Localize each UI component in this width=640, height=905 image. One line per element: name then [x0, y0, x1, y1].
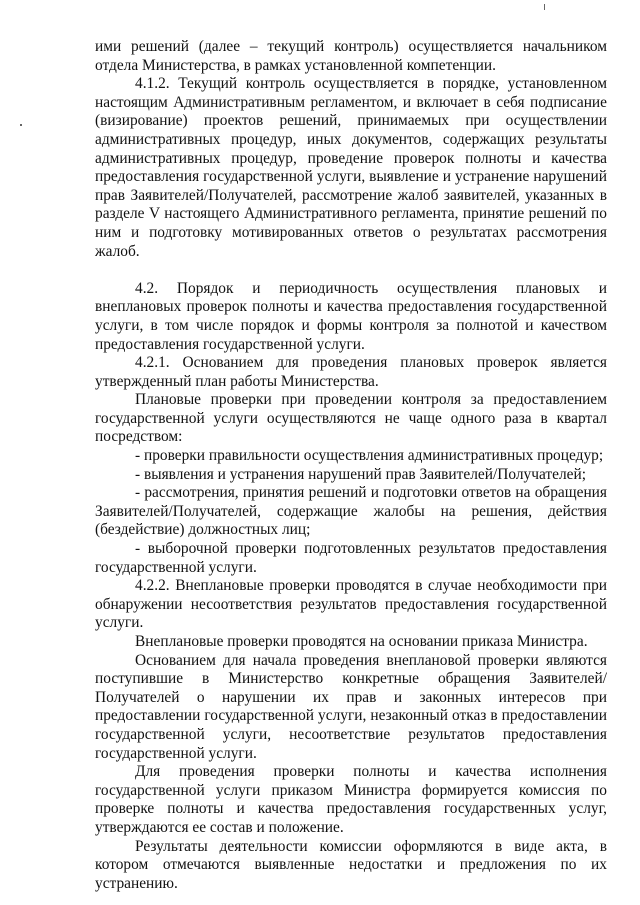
- paragraph: Результаты деятельности комиссии оформляются в виде акта, в котором отмечаются выявленные недостатки и предложения по их устранению.: [95, 837, 607, 892]
- list-item: - выборочной проверки подготовленных результатов предоставления государственной услуги.: [95, 540, 607, 576]
- paragraph: ими решений (далее – текущий контроль) осуществляется начальником отдела Министерства, в рамках установленной компетенции.: [95, 38, 607, 74]
- paragraph: Плановые проверки при проведении контроля за предоставлением государственной услуги осуществляются не чаще одного раза в квартал посредством:: [95, 391, 607, 446]
- paragraph: 4.2.1. Основанием для проведения плановых проверок является утвержденный план работы Министерства.: [95, 354, 607, 390]
- paragraph: 4.2.2. Внеплановые проверки проводятся в случае необходимости при обнаружении несоответствия результатов предоставления государственной услуги.: [95, 577, 607, 632]
- paragraph: Для проведения проверки полноты и качества исполнения государственной услуги приказом Министра формируется комиссия по проверке полноты и качества предоставления государственных услуг, утверждаются ее состав и положение.: [95, 763, 607, 836]
- list-item: - рассмотрения, принятия решений и подготовки ответов на обращения Заявителей/Получателей, содержащие жалобы на решения, действия (бездействие) должностных лиц;: [95, 484, 607, 539]
- paragraph: 4.2. Порядок и периодичность осуществления плановых и внеплановых проверок полноты и качества предоставления государственной услуги, в том числе порядок и формы контроля за полнотой и качеством предоставления государственной услуги.: [95, 279, 607, 353]
- paragraph: 4.1.2. Текущий контроль осуществляется в порядке, установленном настоящим Административным регламентом, и включает в себя подписание (визирование) проектов решений, принимаемых при осуществлении административных процедур, иных документов, содержащих результаты административных процедур, проведение проверок полноты и качества предоставления государственной услуги, выявление и устранение нарушений прав Заявителей/Получателей, рассмотрение жалоб заявителей, указанных в разделе V настоящего Административного регламента, принятие решений по ним и подготовку мотивированных ответов о результатах рассмотрения жалоб.: [95, 75, 607, 260]
- scan-speck: [20, 124, 22, 126]
- paragraph: Внеплановые проверки проводятся на основании приказа Министра.: [135, 633, 588, 650]
- document-page: [95, 38, 607, 893]
- paragraph: Основанием для начала проведения внеплановой проверки являются поступившие в Министерство конкретные обращения Заявителей/Получателей о нарушении их прав и законных интересов при предоставлении государственной услуги, незаконный отказ в предоставлении государственной услуги, несоответствие результатов предоставления государственной услуги.: [95, 651, 607, 762]
- scan-speck: [544, 4, 545, 10]
- list-item: - проверки правильности осуществления административных процедур;: [135, 447, 604, 465]
- list-item: - выявления и устранения нарушений прав Заявителей/Получателей;: [135, 465, 586, 483]
